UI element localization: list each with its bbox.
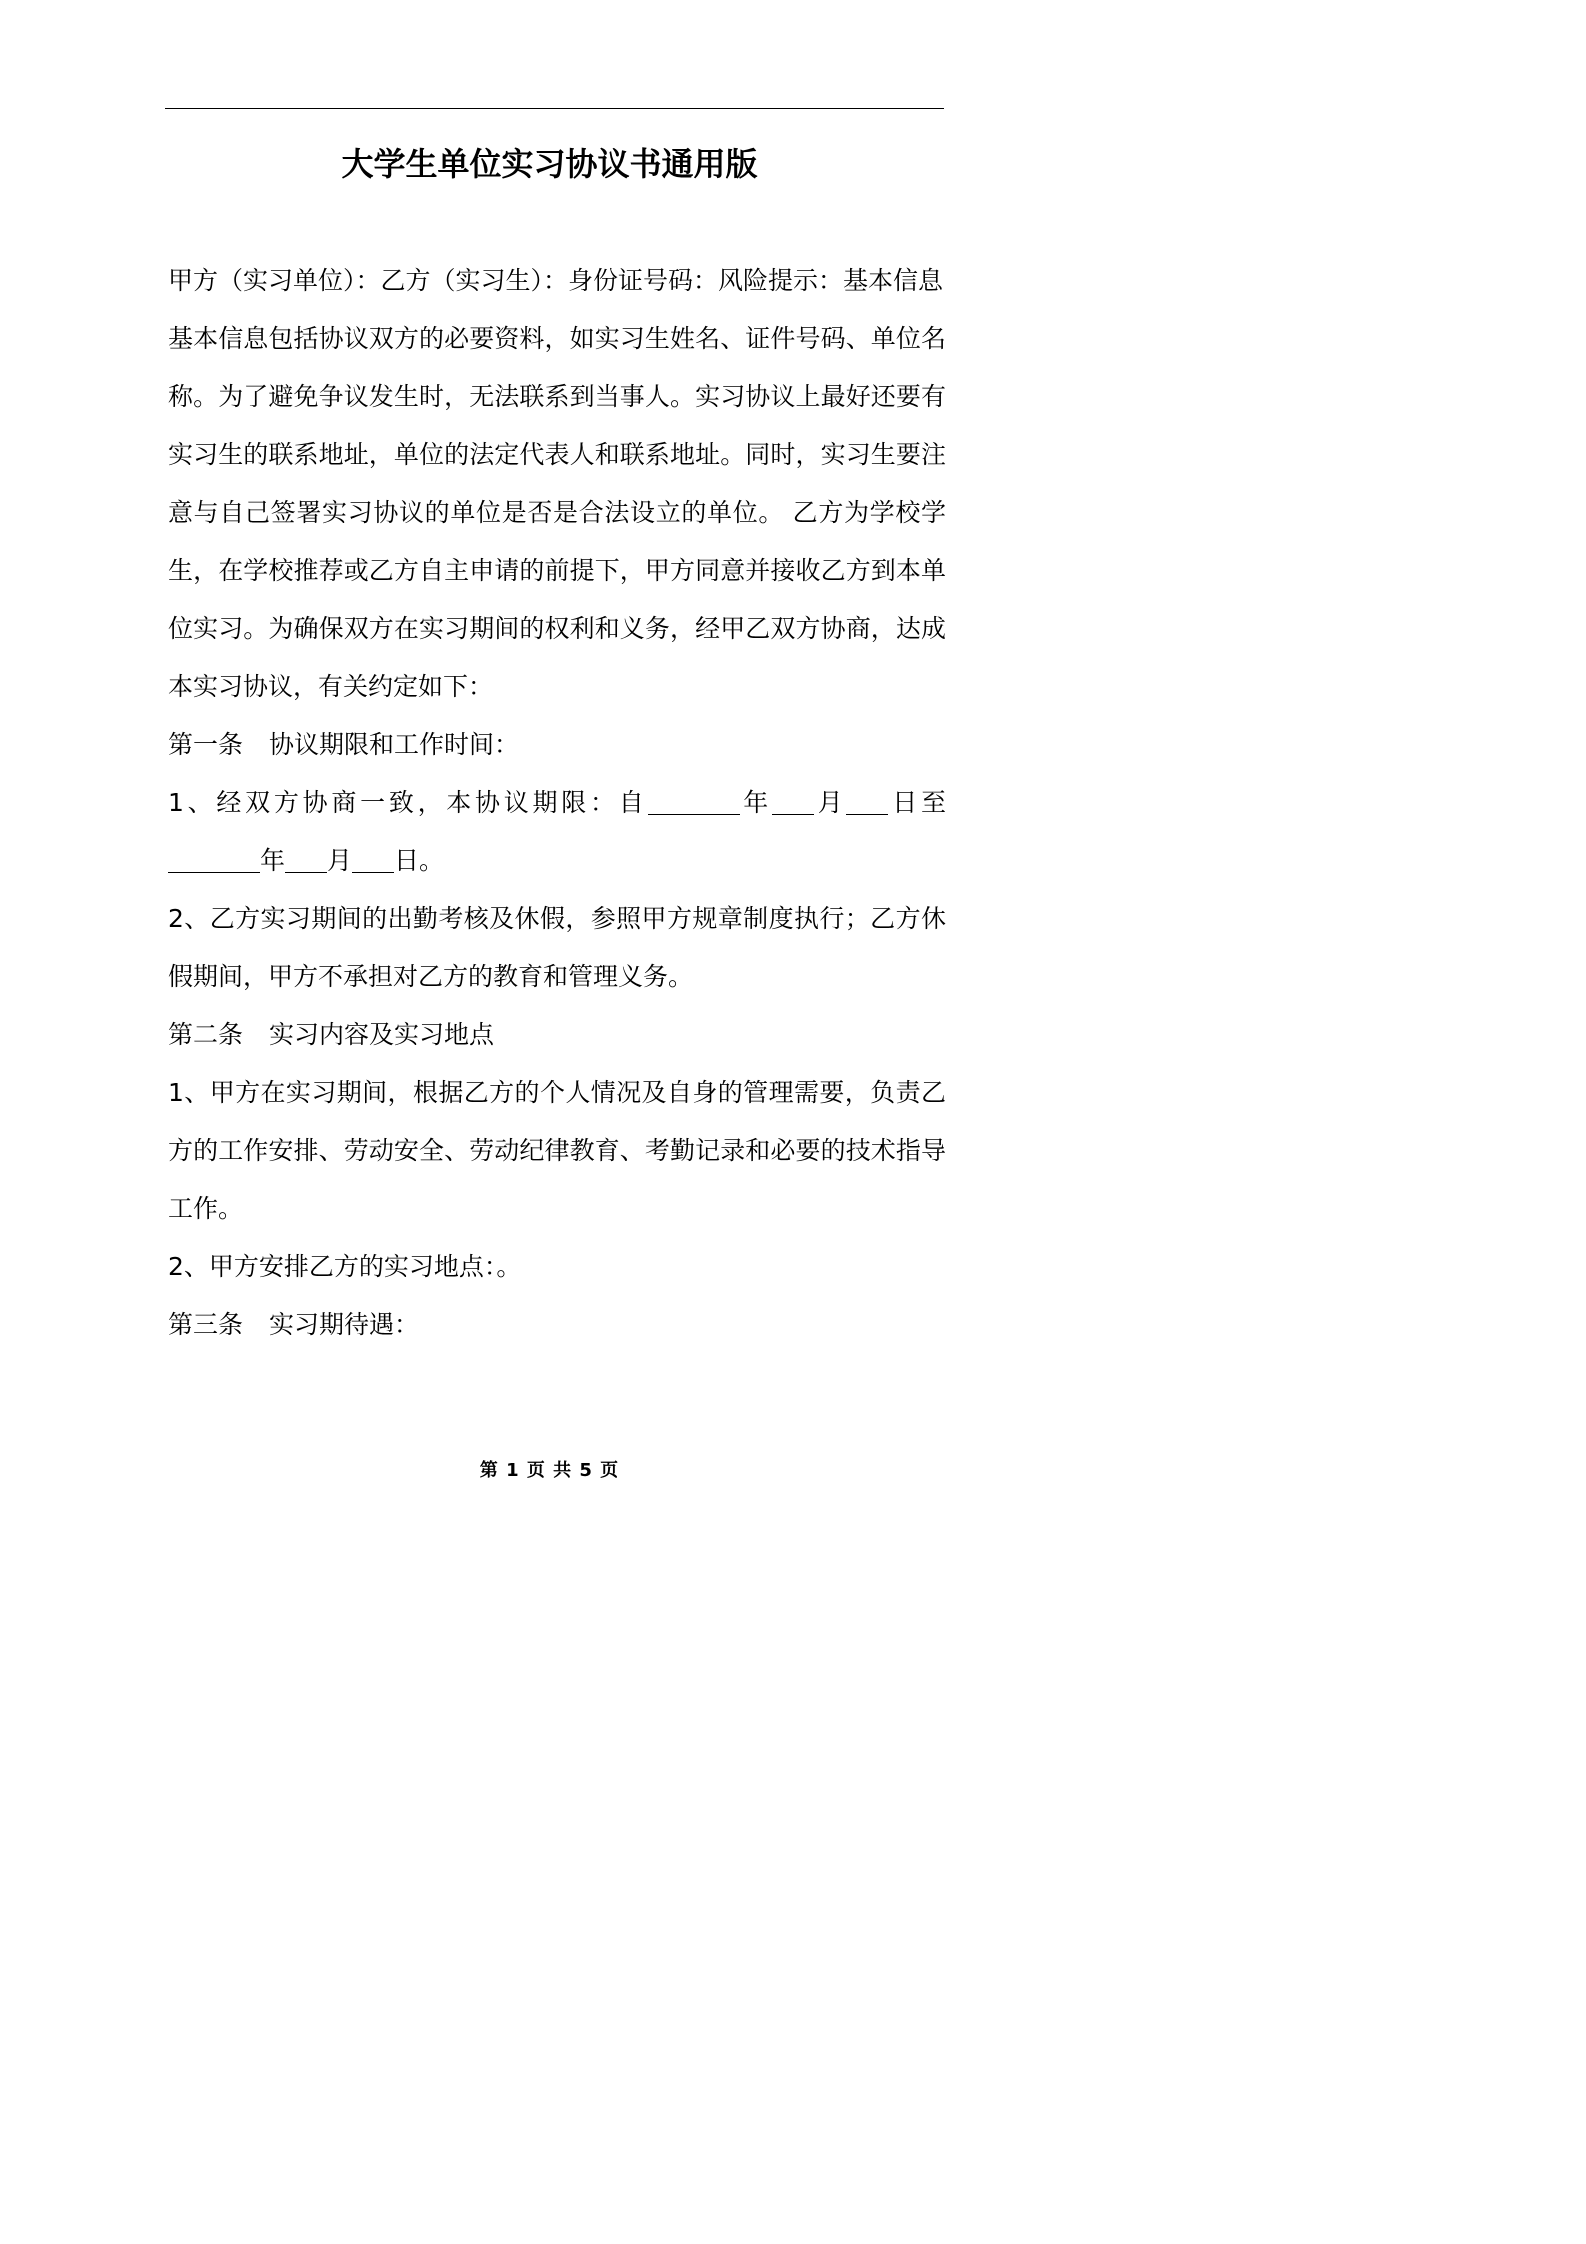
start-month-label: 月 (813, 788, 847, 817)
end-year-blank (168, 846, 260, 873)
intro-parties: 甲方（实习单位）：乙方（实习生）：身份证号码：风险提示：基本信息 (168, 266, 944, 295)
start-month-blank (772, 788, 814, 815)
article-3-number: 第三条 (168, 1310, 244, 1339)
header-rule (165, 108, 944, 109)
start-year-label: 年 (739, 788, 772, 817)
article-2-item-1: 1、甲方在实习期间，根据乙方的个人情况及自身的管理需要，负责乙方的工作安排、劳动安全、劳动纪律教育、考勤记录和必要的技术指导工作。 (168, 1078, 946, 1223)
article-1-title: 协议期限和工作时间： (269, 730, 520, 759)
end-month-label: 月 (327, 846, 353, 875)
article-1-item-1-text: 1、经双方协商一致，本协议期限：自 (168, 788, 648, 817)
document-body (168, 252, 946, 1354)
article-2-title: 实习内容及实习地点 (269, 1020, 495, 1049)
intro-basic-info: 基本信息包括协议双方的必要资料，如实习生姓名、证件号码、单位名称。为了避免争议发生时，无法联系到当事人。实习协议上最好还要有实习生的联系地址，单位的法定代表人和联系地址。同时，实习生要注意与自己签署实习协议的单位是否是合法设立的单位。 乙方为学校学生，在学校推荐或乙方自主申请的前提下，甲方同意并接收乙方到本单位实习。为确保双方在实习期间的权利和义务，经甲乙双方协商，达成本实习协议，有关约定如下： (168, 324, 946, 701)
article-1-heading (168, 716, 946, 774)
start-day-blank (846, 788, 888, 815)
article-2-item-2: 2、甲方安排乙方的实习地点：。 (168, 1252, 522, 1281)
article-1-item-2: 2、乙方实习期间的出勤考核及休假，参照甲方规章制度执行；乙方休假期间，甲方不承担对乙方的教育和管理义务。 (168, 904, 946, 991)
article-1-item-1 (168, 774, 946, 890)
end-day-blank (352, 846, 394, 873)
end-day-label: 日。 (394, 846, 445, 875)
end-month-blank (285, 846, 327, 873)
article-3-title: 实习期待遇： (269, 1310, 420, 1339)
article-3-heading (168, 1296, 946, 1354)
document-title: 大学生单位实习协议书通用版 (341, 145, 758, 183)
article-2-number: 第二条 (168, 1020, 244, 1049)
article-1-number: 第一条 (168, 730, 244, 759)
article-2-heading (168, 1006, 946, 1064)
page-number: 第 1 页 共 5 页 (479, 1460, 620, 1481)
start-year-blank (648, 788, 740, 815)
start-day-label: 日至 (888, 788, 946, 817)
end-year-label: 年 (260, 846, 286, 875)
